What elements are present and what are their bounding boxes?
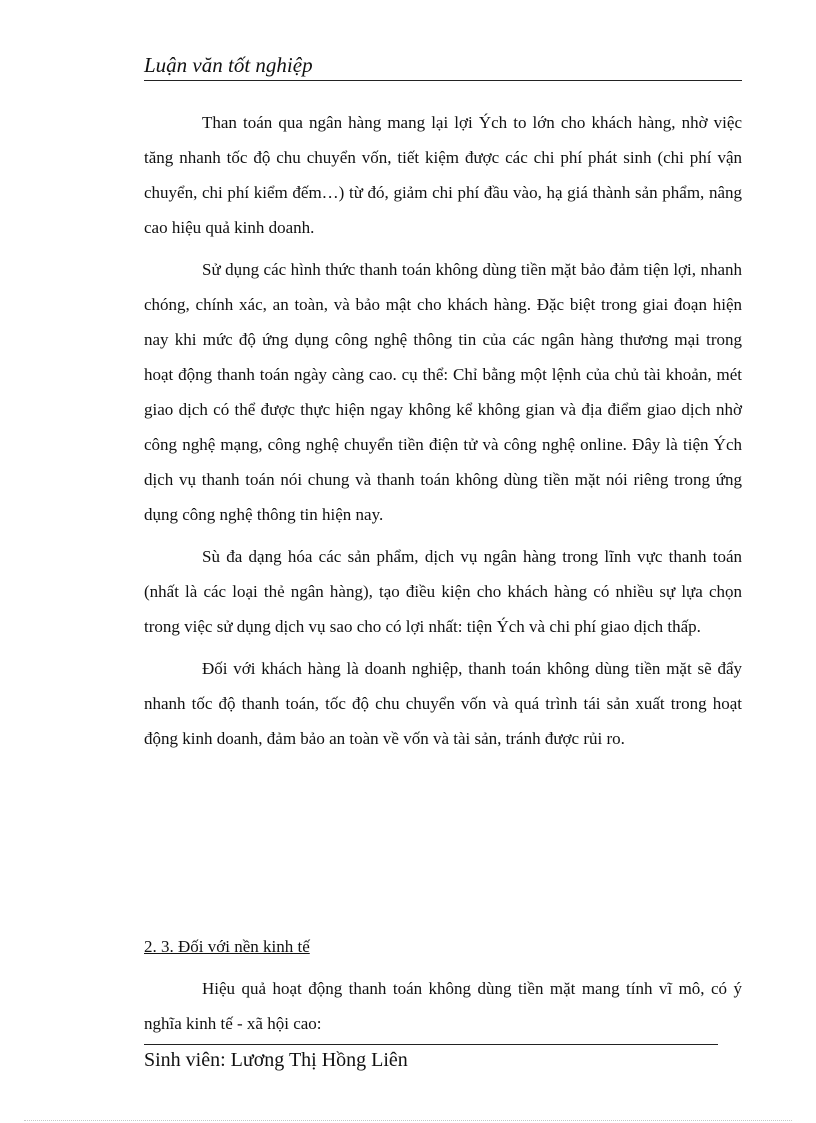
paragraph-2: Sử dụng các hình thức thanh toán không dùng tiền mặt bảo đảm tiện lợi, nhanh chóng, chính xác, an toàn, và bảo mật cho khách hàng. Đặc biệt trong giai đoạn hiện nay khi mức độ ứng dụng công nghệ thông tin của các ngân hàng thương mại trong hoạt động thanh toán ngày càng cao. cụ thể: Chỉ bằng một lệnh của chủ tài khoản, mét giao dịch có thể được thực hiện ngay không kể không gian và địa điểm giao dịch nhờ công nghệ mạng, công nghệ chuyển tiền điện tử và công nghệ online. Đây là tiện Ých dịch vụ thanh toán nói chung và thanh toán không dùng tiền mặt nói riêng trong ứng dụng công nghệ thông tin hiện nay. <box>144 260 742 524</box>
paragraph-1: Than toán qua ngân hàng mang lại lợi Ých to lớn cho khách hàng, nhờ việc tăng nhanh tốc độ chu chuyển vốn, tiết kiệm được các chi phí phát sinh (chi phí vận chuyển, chi phí kiểm đếm…) từ đó, giảm chi phí đầu vào, hạ giá thành sản phẩm, nâng cao hiệu quả kinh doanh. <box>144 113 742 237</box>
section-paragraph: Hiệu quả hoạt động thanh toán không dùng tiền mặt mang tính vĩ mô, có ý nghĩa kinh tế - xã hội cao: <box>144 979 742 1033</box>
header-title: Luận văn tốt nghiệp <box>144 53 313 77</box>
paragraph-3: Sù đa dạng hóa các sản phẩm, dịch vụ ngân hàng trong lĩnh vực thanh toán (nhất là các loại thẻ ngân hàng), tạo điều kiện cho khách hàng có nhiều sự lựa chọn trong việc sử dụng dịch vụ sao cho có lợi nhất: tiện Ých và chi phí giao dịch thấp. <box>144 547 742 636</box>
section-heading: 2. 3. Đối với nền kinh tế <box>144 937 310 956</box>
body-text <box>144 105 742 756</box>
footer-divider <box>144 1044 718 1045</box>
page-header <box>144 52 742 81</box>
footer-author: Sinh viên: Lương Thị Hồng Liên <box>144 1049 408 1071</box>
paragraph-4: Đối với khách hàng là doanh nghiệp, thanh toán không dùng tiền mặt sẽ đẩy nhanh tốc độ thanh toán, tốc độ chu chuyển vốn và quá trình tái sản xuất trong hoạt động kinh doanh, đảm bảo an toàn về vốn và tài sản, tránh được rủi ro. <box>144 659 742 748</box>
page-bottom-divider <box>24 1120 792 1121</box>
